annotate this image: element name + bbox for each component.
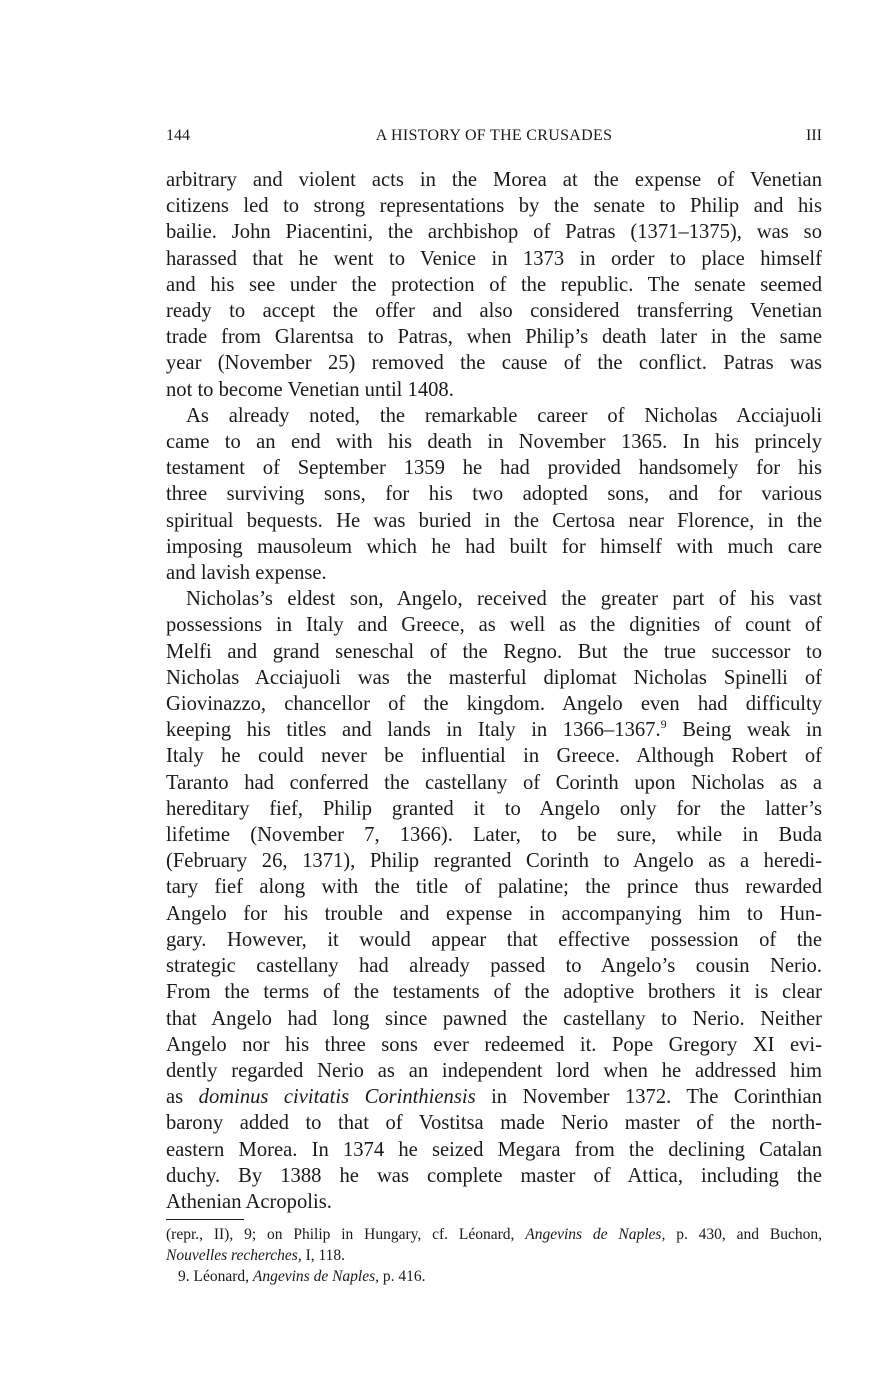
text-line: hereditary fief, Philip granted it to Angelo only for the latter’s — [166, 797, 822, 820]
text-segment: as — [166, 1086, 184, 1109]
text-line: testament of September 1359 he had provided handsomely for his — [166, 457, 822, 480]
text-line: harassed that he went to Venice in 1373 in order to place himself — [166, 247, 822, 270]
volume-part: III — [806, 127, 822, 144]
text-segment: Being weak in — [666, 719, 822, 742]
text-line: Melfi and grand seneschal of the Regno. But the true successor to — [166, 640, 822, 663]
running-title: A HISTORY OF THE CRUSADES — [375, 127, 613, 144]
text-segment: keeping his titles and lands in Italy in 1366–1367. — [166, 719, 661, 742]
italic-phrase: dominus civitatis Corinthiensis — [198, 1086, 476, 1109]
paragraph-2 — [166, 403, 822, 586]
text-line: possessions in Italy and Greece, as well as the dignities of count of — [166, 614, 822, 637]
text-line: came to an end with his death in November 1365. In his princely — [166, 431, 822, 454]
footnote-marker: 9 — [660, 717, 667, 732]
text-line: dently regarded Nerio as an independent lord when he addressed him — [166, 1059, 822, 1082]
text-line: imposing mausoleum which he had built for himself with much care — [166, 535, 822, 558]
text-line: Nicholas Acciajuoli was the masterful diplomat Nicholas Spinelli of — [166, 666, 822, 689]
footnote-text: p. 416. — [379, 1268, 426, 1285]
text-line: not to become Venetian until 1408. — [166, 378, 454, 401]
running-head — [166, 124, 822, 148]
text-line: Italy he could never be influential in Greece. Although Robert of — [166, 745, 822, 768]
footnote-number: 9. — [178, 1268, 190, 1285]
text-line: citizens led to strong representations by the senate to Philip and his — [166, 195, 822, 218]
text-line: Angelo for his trouble and expense in accompanying him to Hun- — [166, 902, 822, 925]
body-text — [166, 167, 822, 1215]
text-line: Taranto had conferred the castellany of Corinth upon Nicholas as a — [166, 771, 822, 794]
text-line: spiritual bequests. He was buried in the Certosa near Florence, in the — [166, 509, 822, 532]
footnote-rule — [166, 1219, 244, 1220]
text-line: trade from Glarentsa to Patras, when Philip’s death later in the same — [166, 326, 822, 349]
text-line: ready to accept the offer and also considered transferring Venetian — [166, 300, 822, 323]
text-line: and his see under the protection of the republic. The senate seemed — [166, 273, 822, 296]
footnote-text: p. 430, and Buchon, — [665, 1226, 822, 1243]
footnote-text: (repr., II), 9; on Philip in Hungary, cf. Léonard, — [166, 1226, 526, 1243]
text-line: gary. However, it would appear that effective possession of the — [166, 928, 822, 951]
text-line: eastern Morea. In 1374 he seized Megara from the declining Catalan — [166, 1138, 822, 1161]
text-line: and lavish expense. — [166, 562, 327, 585]
text-line-with-italic — [166, 1084, 822, 1110]
text-line: (February 26, 1371), Philip regranted Corinth to Angelo as a heredi- — [166, 850, 822, 873]
footnote-text: I, 118. — [301, 1247, 346, 1264]
text-line: Athenian Acropolis. — [166, 1190, 332, 1213]
paragraph-3 — [166, 586, 822, 1215]
text-line: arbitrary and violent acts in the Morea at the expense of Venetian — [166, 169, 822, 191]
footnote-text: Léonard, — [189, 1268, 253, 1285]
text-line-with-footnote — [166, 717, 822, 743]
text-line: that Angelo had long since pawned the castellany to Nerio. Neither — [166, 1007, 822, 1030]
footnote-italic: Angevins de Naples, — [252, 1268, 380, 1285]
text-line: As already noted, the remarkable career of Nicholas Acciajuoli — [186, 404, 822, 427]
text-line: From the terms of the testaments of the adoptive brothers it is clear — [166, 981, 822, 1004]
footnotes — [166, 1224, 822, 1287]
paragraph-1 — [166, 167, 822, 403]
text-line: barony added to that of Vostitsa made Nerio master of the north- — [166, 1112, 822, 1135]
text-line: Angelo nor his three sons ever redeemed it. Pope Gregory XI evi- — [166, 1033, 822, 1056]
footnote-9 — [166, 1266, 822, 1287]
page-number: 144 — [166, 127, 190, 144]
footnote-italic: Nouvelles recherches, — [166, 1247, 302, 1264]
text-line: Nicholas’s eldest son, Angelo, received the greater part of his vast — [186, 588, 822, 611]
footnote-italic: Angevins de Naples, — [525, 1226, 666, 1243]
text-line: strategic castellany had already passed to Angelo’s cousin Nerio. — [166, 955, 822, 978]
text-line: lifetime (November 7, 1366). Later, to be sure, while in Buda — [166, 824, 822, 847]
footnote-continuation-line — [166, 1224, 822, 1245]
footnote-continuation-line — [166, 1245, 822, 1266]
text-line: Giovinazzo, chancellor of the kingdom. Angelo even had difficulty — [166, 693, 822, 716]
text-line: year (November 25) removed the cause of the conflict. Patras was — [166, 352, 822, 375]
text-line: three surviving sons, for his two adopted sons, and for various — [166, 483, 822, 506]
text-segment: in November 1372. The Corinthian — [475, 1086, 822, 1109]
text-line: bailie. John Piacentini, the archbishop of Patras (1371–1375), was so — [166, 221, 822, 244]
text-line: duchy. By 1388 he was complete master of Attica, including the — [166, 1164, 822, 1187]
text-line: tary fief along with the title of palatine; the prince thus rewarded — [166, 876, 822, 899]
